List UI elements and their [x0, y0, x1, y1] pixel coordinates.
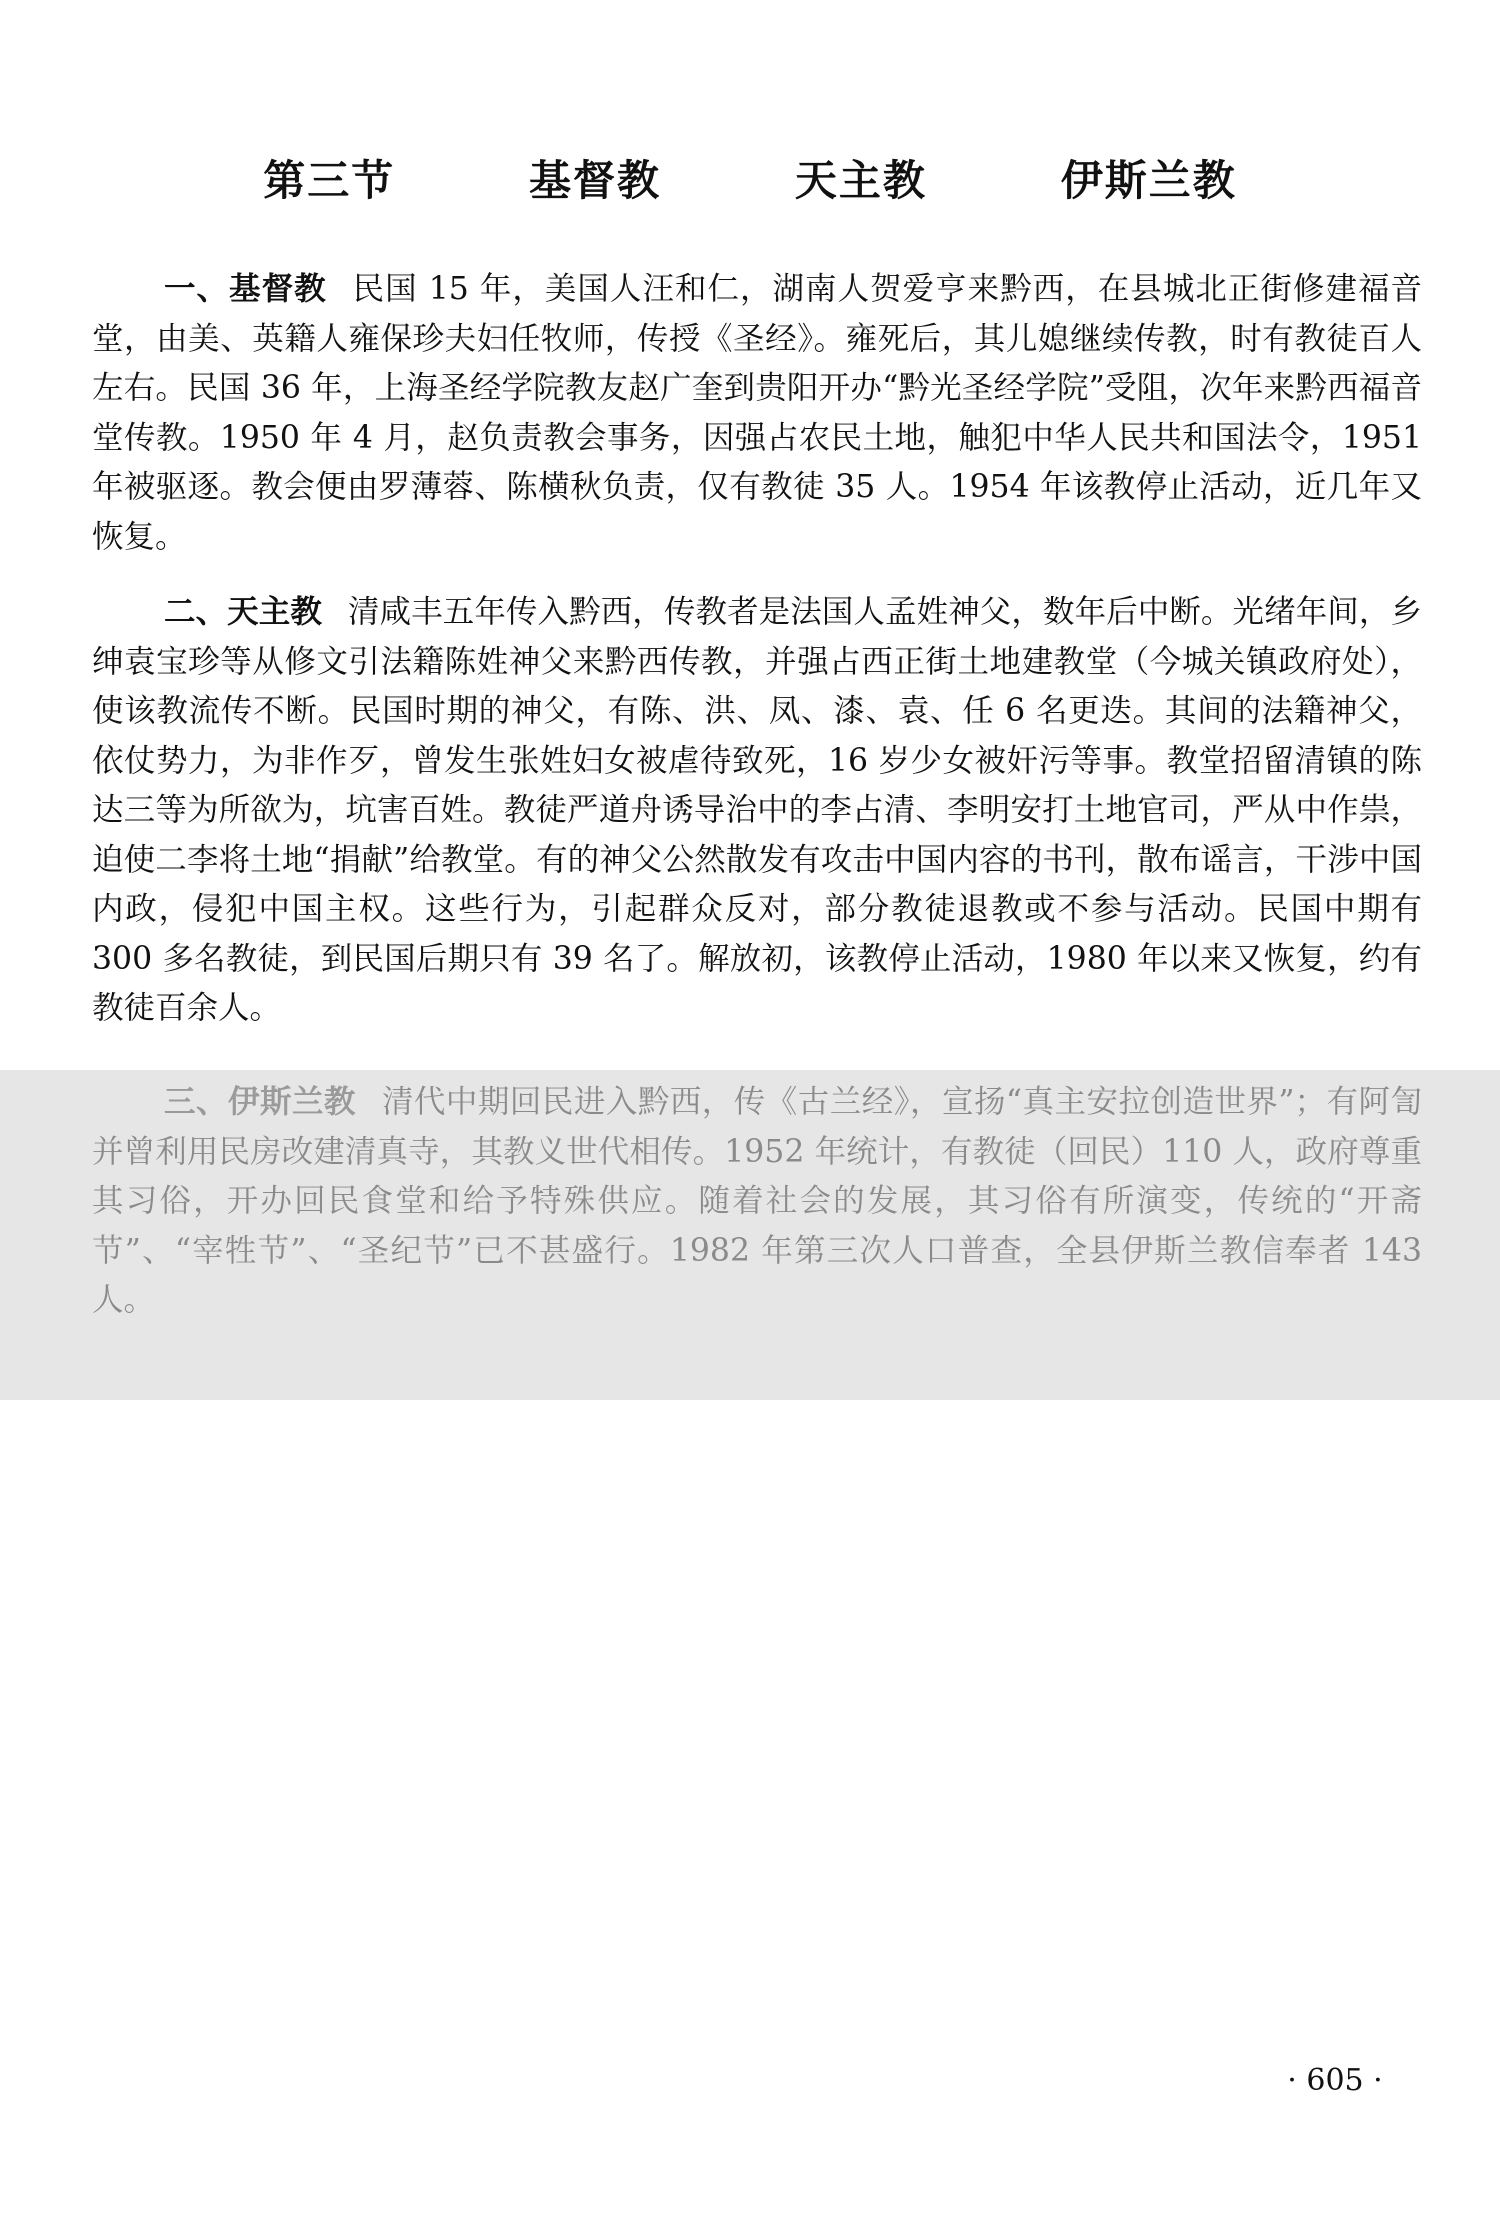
- section-heading: 一、基督教: [164, 271, 327, 307]
- section-body: 清代中期回民进入黔西，传《古兰经》，宣扬“真主安拉创造世界”；有阿訇并曾利用民房改建清真寺，其教义世代相传。1952 年统计，有教徒（回民）110 人，政府尊重其习俗，开办回民食堂和给予特殊供应。随着社会的发展，其习俗有所演变，传统的“开斋节”、“宰牲节”、“圣纪节”已不甚盛行。1982 年第三次人口普查，全县伊斯兰教信奉者 143 人。: [92, 1084, 1422, 1318]
- section-islam: [92, 1078, 1422, 1326]
- section-catholicism: [92, 588, 1422, 1034]
- section-christianity: [92, 265, 1422, 562]
- section-heading: 二、天主教: [164, 594, 322, 630]
- chapter-section-title: 第三节 基督教 天主教 伊斯兰教: [263, 156, 1237, 205]
- section-body: 清咸丰五年传入黔西，传教者是法国人孟姓神父，数年后中断。光绪年间，乡绅袁宝珍等从修文引法籍陈姓神父来黔西传教，并强占西正街土地建教堂（今城关镇政府处），使该教流传不断。民国时期的神父，有陈、洪、凤、漆、袁、任 6 名更迭。其间的法籍神父，依仗势力，为非作歹，曾发生张姓妇女被虐待致死，16 岁少女被奸污等事。教堂招留清镇的陈达三等为所欲为，坑害百姓。教徒严道舟诱导治中的李占清、李明安打土地官司，严从中作祟，迫使二李将土地“捐献”给教堂。有的神父公然散发有攻击中国内容的书刊，散布谣言，干涉中国内政，侵犯中国主权。这些行为，引起群众反对，部分教徒退教或不参与活动。民国中期有 300 多名教徒，到民国后期只有 39 名了。解放初，该教停止活动，1980 年以来又恢复，约有教徒百余人。: [92, 594, 1422, 1026]
- section-heading: 三、伊斯兰教: [164, 1084, 356, 1120]
- section-body: 民国 15 年，美国人汪和仁，湖南人贺爱亨来黔西，在县城北正街修建福音堂，由美、英籍人雍保珍夫妇任牧师，传授《圣经》。雍死后，其儿媳继续传教，时有教徒百人左右。民国 36 年，上海圣经学院教友赵广奎到贵阳开办“黔光圣经学院”受阻，次年来黔西福音堂传教。1950 年 4 月，赵负责教会事务，因强占农民土地，触犯中华人民共和国法令，1951 年被驱逐。教会便由罗薄蓉、陈横秋负责，仅有教徒 35 人。1954 年该教停止活动，近几年又恢复。: [92, 271, 1422, 555]
- page-number: · 605 ·: [1287, 2063, 1383, 2098]
